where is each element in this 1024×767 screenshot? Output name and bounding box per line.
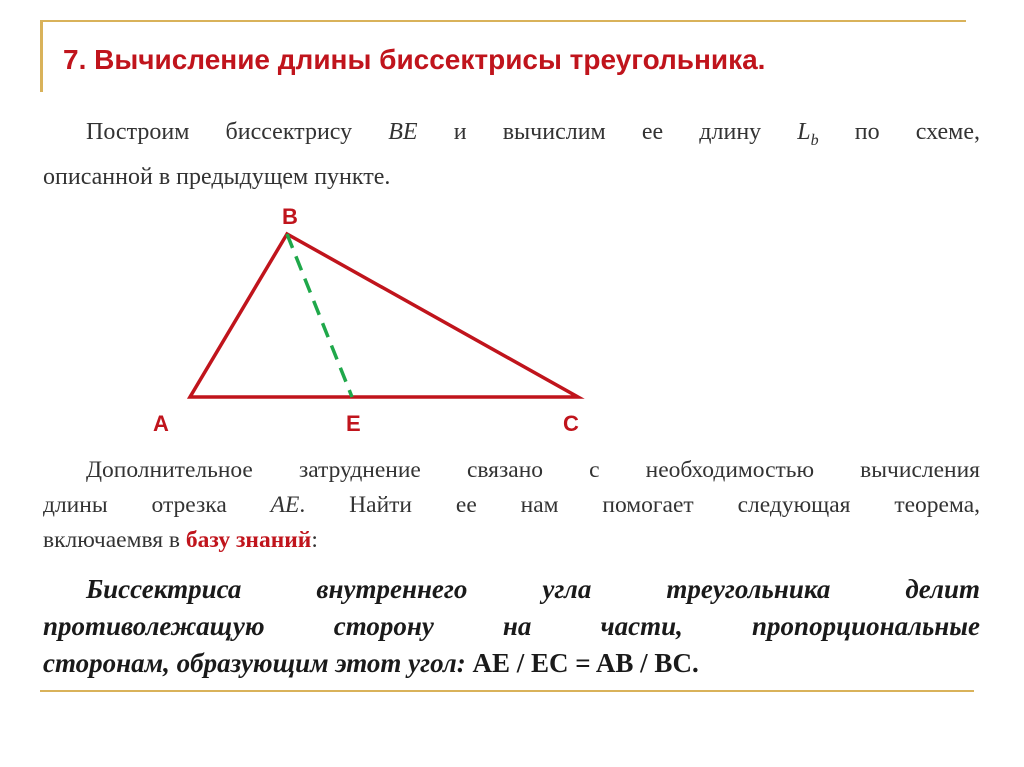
triangle-abc — [190, 234, 578, 397]
segment-be: BE — [388, 119, 418, 145]
vertex-label-b: B — [282, 204, 298, 229]
segment-ae: AE — [270, 492, 300, 518]
difficulty-line-2: длины отрезка AE. Найти ее нам помогает следующая теорема, — [43, 492, 980, 518]
difficulty-line-1: Дополнительное затруднение связано с необходимостью вычисления — [86, 457, 980, 483]
length-subscript: b — [810, 131, 819, 149]
slide-title: 7. Вычисление длины биссектрисы треугольника. — [63, 44, 766, 75]
intro-line-1: Построим биссектрису BE и вычислим ее длину $L_b$ по схеме, — [86, 119, 980, 149]
intro-line-2: описанной в предыдущем пункте. — [43, 163, 391, 190]
vertex-label-c: C — [563, 411, 579, 436]
knowledge-base-link[interactable]: базу знаний — [185, 527, 312, 553]
theorem-paragraph — [43, 571, 980, 682]
theorem-line-2: противолежащую сторону на части, пропорциональные — [43, 611, 980, 641]
difficulty-paragraph — [43, 453, 980, 558]
theorem-line-3: сторонам, образующим этот угол: AE / EC = AB / BC. — [43, 648, 699, 678]
bisector-be — [287, 234, 352, 397]
theorem-line-1: Биссектриса внутреннего угла треугольника делит — [86, 574, 980, 604]
difficulty-line-3: включаемвя в базу знаний: — [43, 527, 318, 553]
vertex-label-e: E — [346, 411, 361, 436]
theorem-formula: AE / EC = AB / BC. — [472, 648, 699, 678]
length-symbol: L — [797, 119, 811, 145]
vertex-label-a: A — [153, 411, 169, 436]
